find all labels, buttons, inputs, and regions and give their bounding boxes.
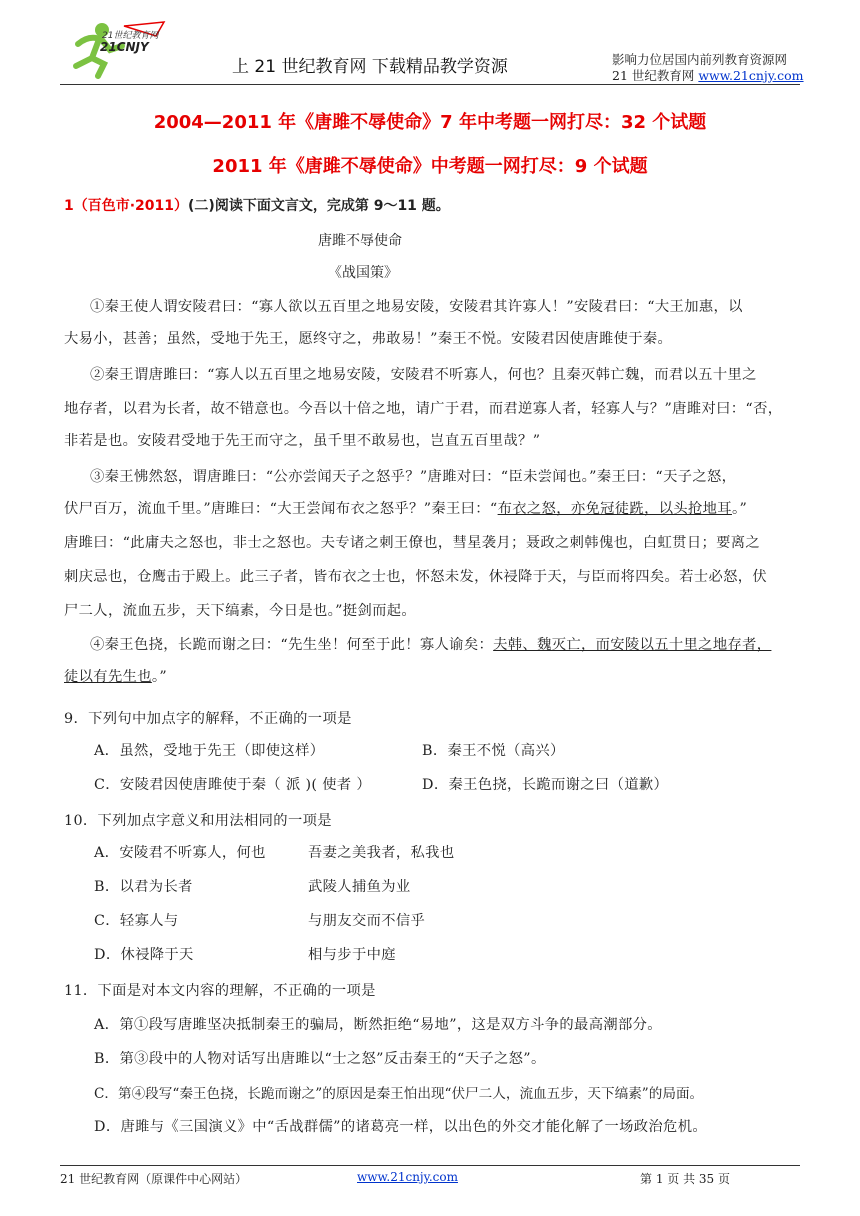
- passage-p3-line1: ③秦王怫然怒，谓唐雎曰：“公亦尝闻天子之怒乎？”唐雎对曰：“臣未尝闻也。”秦王曰：“天子之怒，: [90, 469, 737, 485]
- passage-p4-line2: [64, 666, 167, 686]
- q11-option-a: A．第①段写唐雎坚决抵制秦王的骗局，断然拒绝“易地”，这是双方斗争的最高潮部分。: [94, 1017, 662, 1033]
- question-source-label: 1（百色市·2011）: [64, 198, 189, 214]
- question-source: [64, 195, 450, 215]
- q10-a-right: 吾妻之美我者，私我也: [308, 845, 455, 861]
- passage-p4-line1: [90, 634, 771, 654]
- q10-c-left: C．轻寡人与: [94, 913, 179, 929]
- sub-title: 2011 年《唐雎不辱使命》中考题一网打尽：9 个试题: [212, 156, 648, 177]
- q10-b-right: 武陵人捕鱼为业: [308, 879, 411, 895]
- passage-p2-line1: ②秦王谓唐雎曰：“寡人以五百里之地易安陵，安陵君不听寡人，何也？且秦灭韩亡魏，而君以五十里之: [90, 367, 757, 383]
- passage-underlined-sentence-end: 徒以有先生也: [64, 669, 152, 685]
- q11-option-d: D．唐雎与《三国演义》中“舌战群儒”的诸葛亮一样，以出色的外交才能化解了一场政治危机。: [94, 1119, 708, 1135]
- passage-p3-line4: 刺庆忌也，仓鹰击于殿上。此三子者，皆布衣之士也，怀怒未发，休祲降于天，与臣而将四矣。若士必怒，伏: [64, 569, 768, 585]
- q9-option-d: D．秦王色挠，长跪而谢之曰（道歉）: [422, 777, 669, 793]
- passage-p1-line2: 大易小，甚善；虽然，受地于先王，愿终守之，弗敢易！”秦王不悦。安陵君因使唐雎使于秦。: [64, 331, 673, 347]
- q9-stem: 9．下列句中加点字的解释，不正确的一项是: [64, 711, 352, 727]
- passage-p3-line3: 唐雎曰：“此庸夫之怒也，非士之怒也。夫专诸之刺王僚也，彗星袭月；聂政之刺韩傀也，白虹贯日；要离之: [64, 535, 761, 551]
- question-instruction: (二)阅读下面文言文，完成第 9～11 题。: [188, 198, 450, 214]
- passage-p2-line3: 非若是也。安陵君受地于先王而守之，虽千里不敢易也，岂直五百里哉？”: [64, 433, 541, 449]
- passage-author: 《战国策》: [328, 265, 398, 281]
- header-site-name: 21 世纪教育网: [612, 68, 699, 83]
- q11-option-c: C．第④段写“秦王色挠，长跪而谢之”的原因是秦王怕出现“伏尸二人，流血五步，天下缟素”的局面。: [94, 1086, 704, 1102]
- passage-p2-line2: 地存者，以君为长者，故不错意也。今吾以十倍之地，请广于君，而君逆寡人者，轻寡人与？”唐雎对曰：“否，: [64, 401, 783, 417]
- header-tagline: 影响力位居国内前列教育资源网: [612, 52, 788, 67]
- main-title: 2004—2011 年《唐雎不辱使命》7 年中考题一网打尽：32 个试题: [153, 112, 707, 133]
- passage-underlined-sentence: 夫韩、魏灭亡，而安陵以五十里之地存者，: [493, 637, 772, 653]
- passage-underlined-phrase: 布衣之怒，亦免冠徒跣，以头抢地耳: [497, 501, 732, 517]
- footer-site: 21 世纪教育网（原课件中心网站）: [60, 1172, 248, 1186]
- footer-link[interactable]: www.21cnjy.com: [357, 1170, 458, 1184]
- footer-divider: [60, 1165, 800, 1166]
- q10-c-right: 与朋友交而不信乎: [308, 913, 426, 929]
- q9-option-a: A．虽然，受地于先王（即使这样）: [94, 743, 325, 759]
- header-site: [612, 66, 804, 84]
- q9-option-c: C．安陵君因使唐雎使于秦（ 派 )( 使者 ）: [94, 777, 372, 793]
- q11-option-b: B．第③段中的人物对话写出唐雎以“士之怒”反击秦王的“天子之怒”。: [94, 1051, 546, 1067]
- header-site-link[interactable]: www.21cnjy.com: [698, 68, 804, 83]
- logo-text-top: 21世纪教育网: [102, 31, 159, 41]
- header-divider: [60, 84, 800, 85]
- passage-p3-line2-end: 。”: [731, 501, 748, 517]
- passage-p4-line2-end: 。”: [151, 669, 168, 685]
- q10-a-left: A．安陵君不听寡人，何也: [94, 845, 266, 861]
- passage-p3-line5: 尸二人，流血五步，天下缟素，今日是也。”挺剑而起。: [64, 603, 417, 619]
- logo-text-bottom: 21CNJY: [100, 40, 149, 54]
- passage-p4-line1-text: ④秦王色挠，长跪而谢之曰：“先生坐！何至于此！寡人谕矣：: [90, 637, 494, 653]
- q10-b-left: B．以君为长者: [94, 879, 193, 895]
- q9-option-b: B．秦王不悦（高兴）: [422, 743, 565, 759]
- passage-p3-line2: [64, 498, 747, 518]
- q10-stem: 10．下列加点字意义和用法相同的一项是: [64, 813, 332, 829]
- q10-d-left: D．休祲降于天: [94, 947, 194, 963]
- passage-title: 唐雎不辱使命: [318, 233, 402, 249]
- header-slogan: 上 21 世纪教育网 下载精品教学资源: [232, 57, 508, 77]
- footer-page-number: 第 1 页 共 35 页: [640, 1172, 730, 1186]
- q10-d-right: 相与步于中庭: [308, 947, 396, 963]
- q11-stem: 11．下面是对本文内容的理解，不正确的一项是: [64, 983, 376, 999]
- passage-p3-line2-text: 伏尸百万，流血千里。”唐雎曰：“大王尝闻布衣之怒乎？”秦王曰：“: [64, 501, 498, 517]
- passage-p1-line1: ①秦王使人谓安陵君曰：“寡人欲以五百里之地易安陵，安陵君其许寡人！”安陵君曰：“大王加惠，以: [90, 299, 743, 315]
